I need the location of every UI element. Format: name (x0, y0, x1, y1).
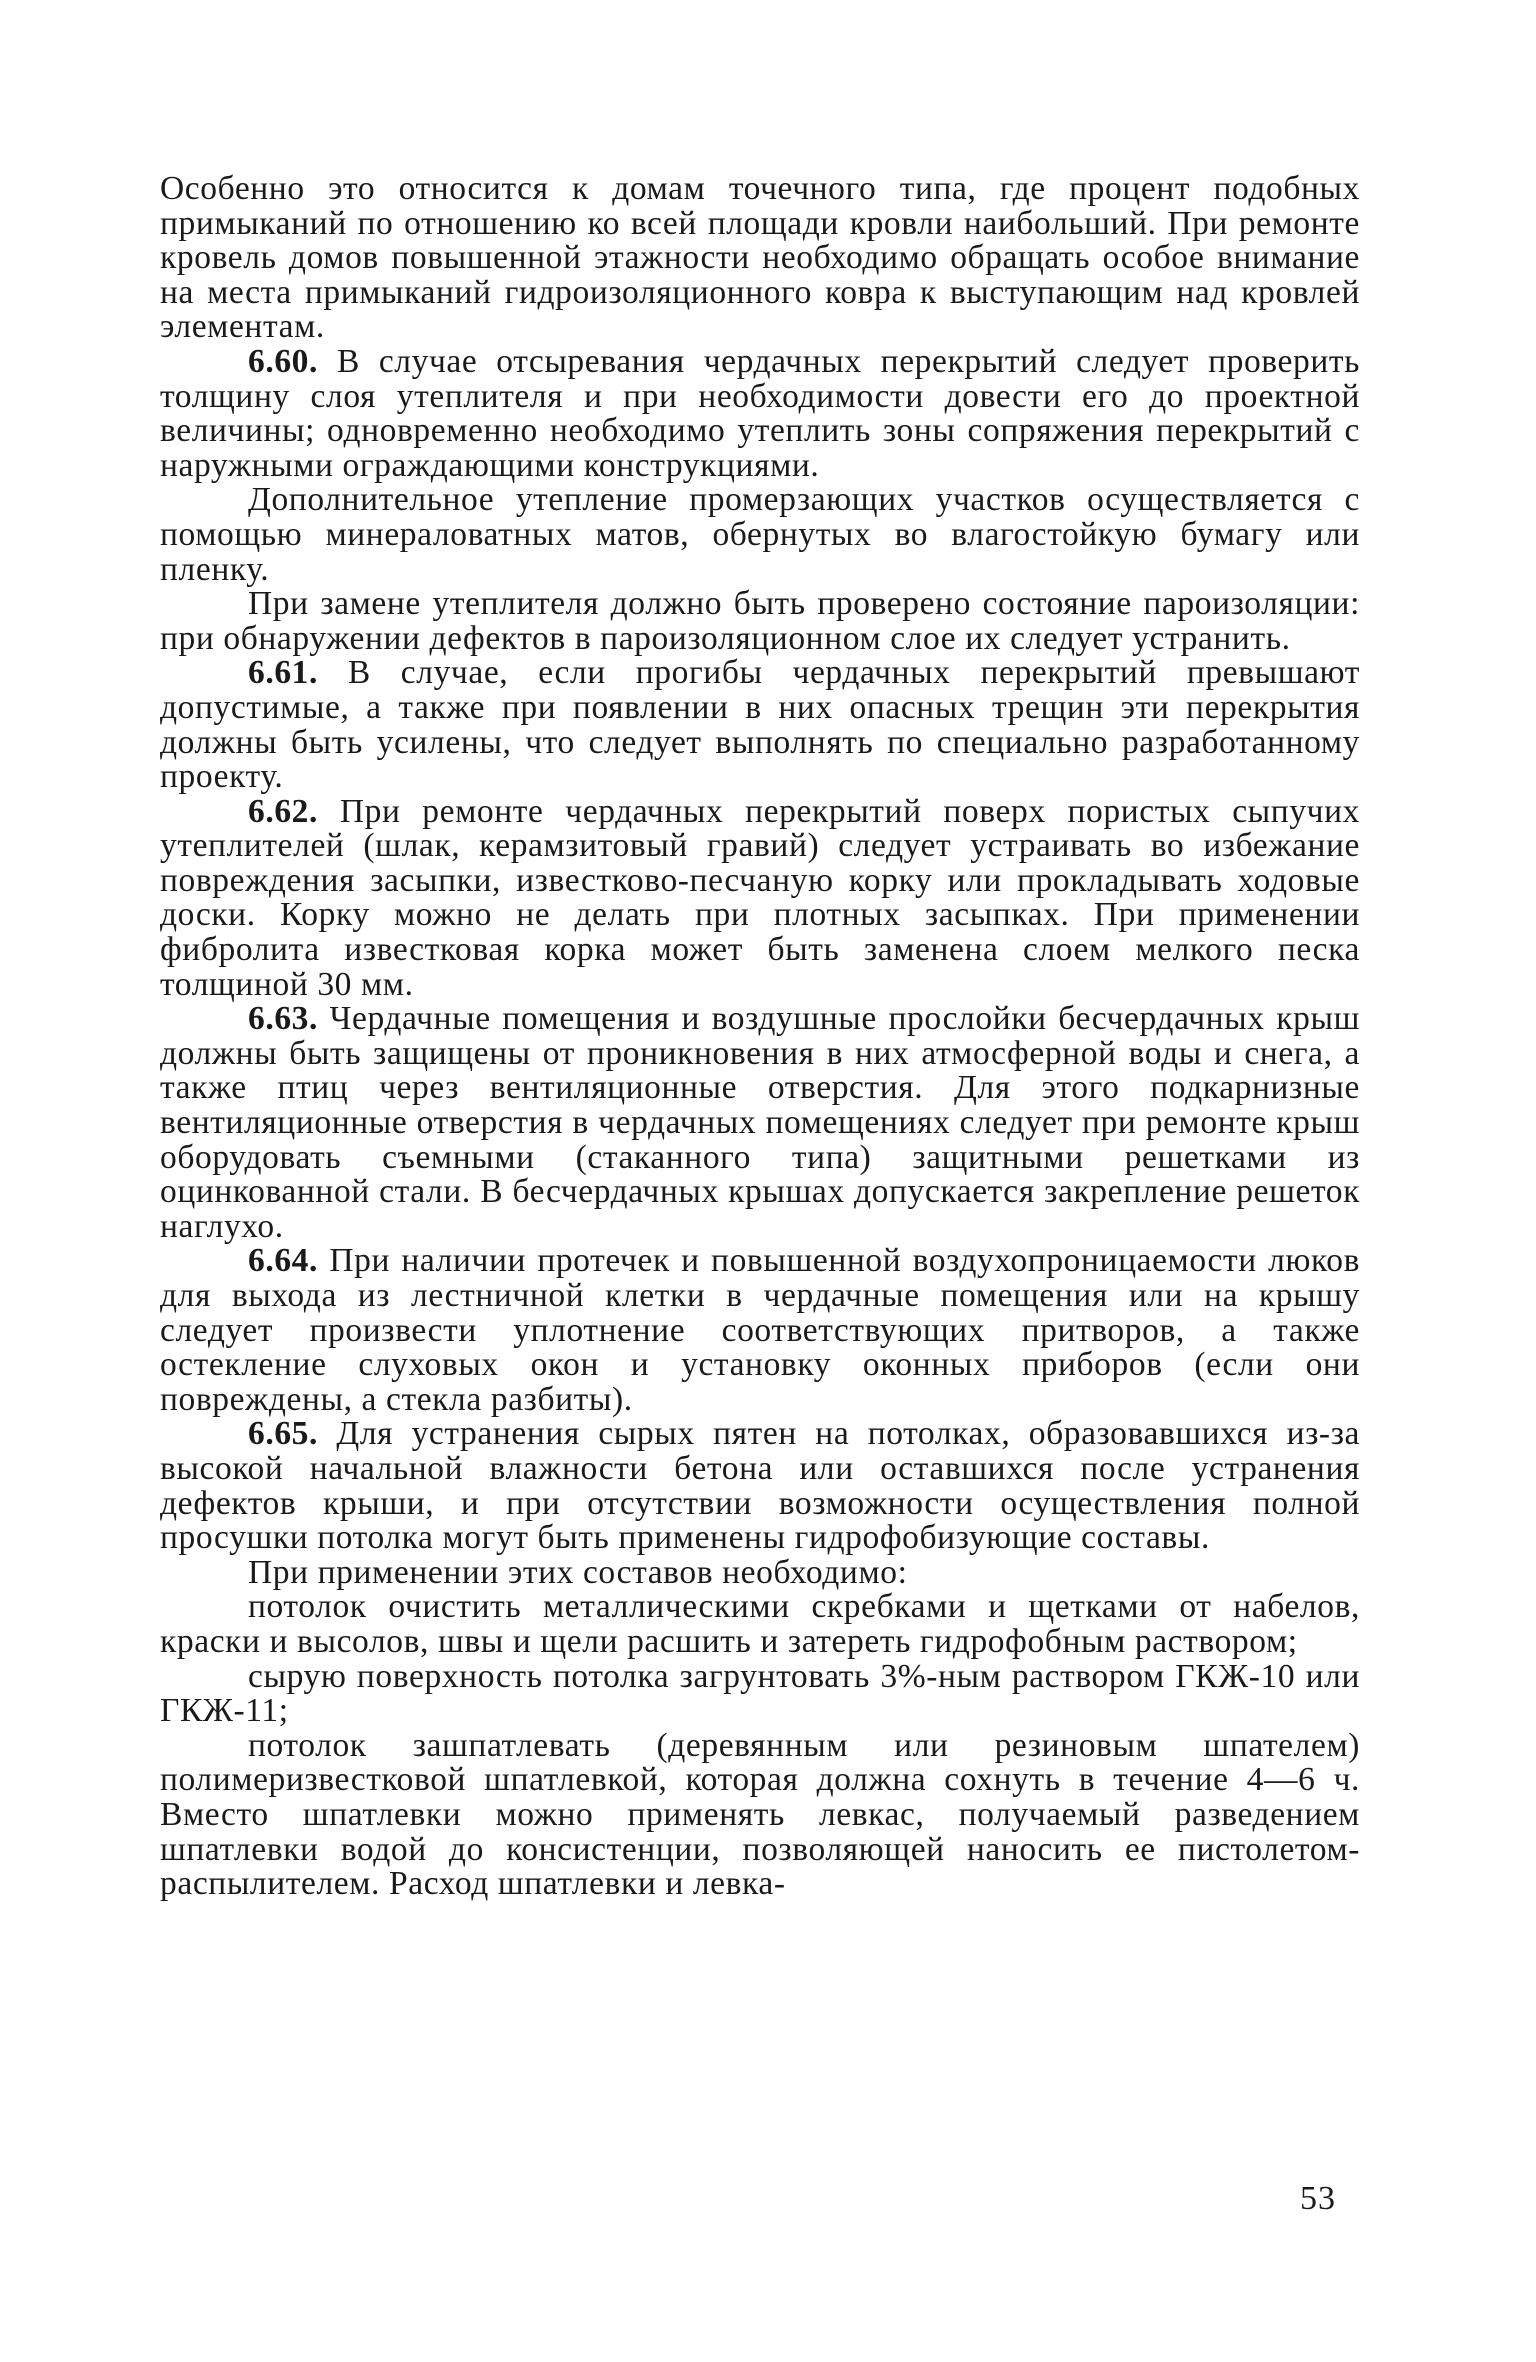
paragraph-6-61 (160, 656, 1360, 794)
paragraph-6-62 (160, 792, 1360, 1003)
paragraph (160, 172, 1360, 345)
section-number: 6.64. (248, 1242, 318, 1280)
section-number: 6.65. (248, 1415, 318, 1453)
list-item (160, 1726, 1360, 1903)
paragraph (160, 1553, 1360, 1591)
list-item (160, 1657, 1360, 1730)
paragraph-6-65 (160, 1417, 1360, 1555)
paragraph-text: сырую поверхность потолка загрунтовать 3%-ным раствором ГКЖ-10 или ГКЖ-11; (160, 1657, 1360, 1730)
paragraph-text: Дополнительное утепление промерзающих участков осуществляется с помощью минераловатных матов, обернутых во влагостойкую бумагу или пленку. (160, 481, 1360, 588)
section-number: 6.62. (248, 792, 318, 830)
paragraph (160, 483, 1360, 587)
paragraph (160, 587, 1360, 656)
paragraph-6-63 (160, 1002, 1360, 1244)
paragraph-text: Чердачные помещения и воздушные прослойки бесчердачных крыш должны быть защищены от проникновения в них атмосферной воды и снега, а также птиц через вентиляционные отверстия. Для этого подкарнизные вентиляционные отверстия в чердачных помещениях следует при ремонте крыш оборудовать съемными (стаканного типа) защитными решетками из оцинкованной стали. В бесчердачных крышах допускается закрепление решеток наглухо. (160, 1000, 1361, 1245)
paragraph-text: потолок зашпатлевать (деревянным или резиновым шпателем) полимеризвестковой шпатлевкой, которая должна сохнуть в течение 4—6 ч. Вместо шпатлевки можно применять левкас, получаемый разведением шпатлевки водой до консистенции, позволяющей наносить ее пистолетом-распылителем. Расход шпатлевки и левка- (160, 1726, 1360, 1903)
paragraph-6-64 (160, 1244, 1360, 1417)
paragraph-text: В случае отсыревания чердачных перекрытий следует проверить толщину слоя утеплителя и при необходимости довести его до проектной величины; одновременно необходимо утеплить зоны сопряжения перекрытий с наружными ограждающими конструкциями. (160, 342, 1360, 484)
paragraph-text: При замене утеплителя должно быть проверено состояние пароизоляции: при обнаружении дефектов в пароизоляционном слое их следует устранить. (160, 585, 1360, 657)
page-number: 53 (1300, 2180, 1336, 2217)
paragraph-text: При наличии протечек и повышенной воздухопроницаемости люков для выхода из лестничной клетки в чердачные помещения или на крышу следует произвести уплотнение соответствующих притворов, а также остекление слуховых окон и установку оконных приборов (если они повреждены, а стекла разбиты). (160, 1242, 1360, 1418)
paragraph-text: Для устранения сырых пятен на потолках, образовавшихся из-за высокой начальной влажности бетона или оставшихся после устранения дефектов крыши, и при отсутствии возможности осуществления полной просушки потолка могут быть применены гидрофобизующие составы. (160, 1415, 1360, 1557)
section-number: 6.60. (248, 342, 318, 380)
paragraph-text: При применении этих составов необходимо: (248, 1553, 908, 1591)
list-item (160, 1590, 1360, 1659)
paragraph-text: В случае, если прогибы чердачных перекрытий превышают допустимые, а также при появлении в них опасных трещин эти перекрытия должны быть усилены, что следует выполнять по специально разработанному проекту. (160, 654, 1360, 796)
paragraph-6-60 (160, 342, 1360, 484)
paragraph-text: потолок очистить металлическими скребками и щетками от набелов, краски и высолов, швы и щели расшить и затереть гидрофобным раствором; (160, 1588, 1360, 1660)
paragraph-text: При ремонте чердачных перекрытий поверх пористых сыпучих утеплителей (шлак, керамзитовый гравий) следует устраивать во избежание повреждения засыпки, известково-песчаную корку или прокладывать ходовые доски. Корку можно не делать при плотных засыпках. При применении фибролита известковая корка может быть заменена слоем мелкого песка толщиной 30 мм. (160, 792, 1360, 1003)
section-number: 6.61. (248, 654, 318, 692)
section-number: 6.63. (248, 1000, 318, 1038)
page-body (160, 172, 1360, 1902)
paragraph-text: Особенно это относится к домам точечного типа, где процент подобных примыканий по отношению ко всей площади кровли наибольший. При ремонте кровель домов повышенной этажности необходимо обращать особое внимание на места примыканий гидроизоляционного ковра к выступающим над кровлей элементам. (160, 170, 1360, 346)
